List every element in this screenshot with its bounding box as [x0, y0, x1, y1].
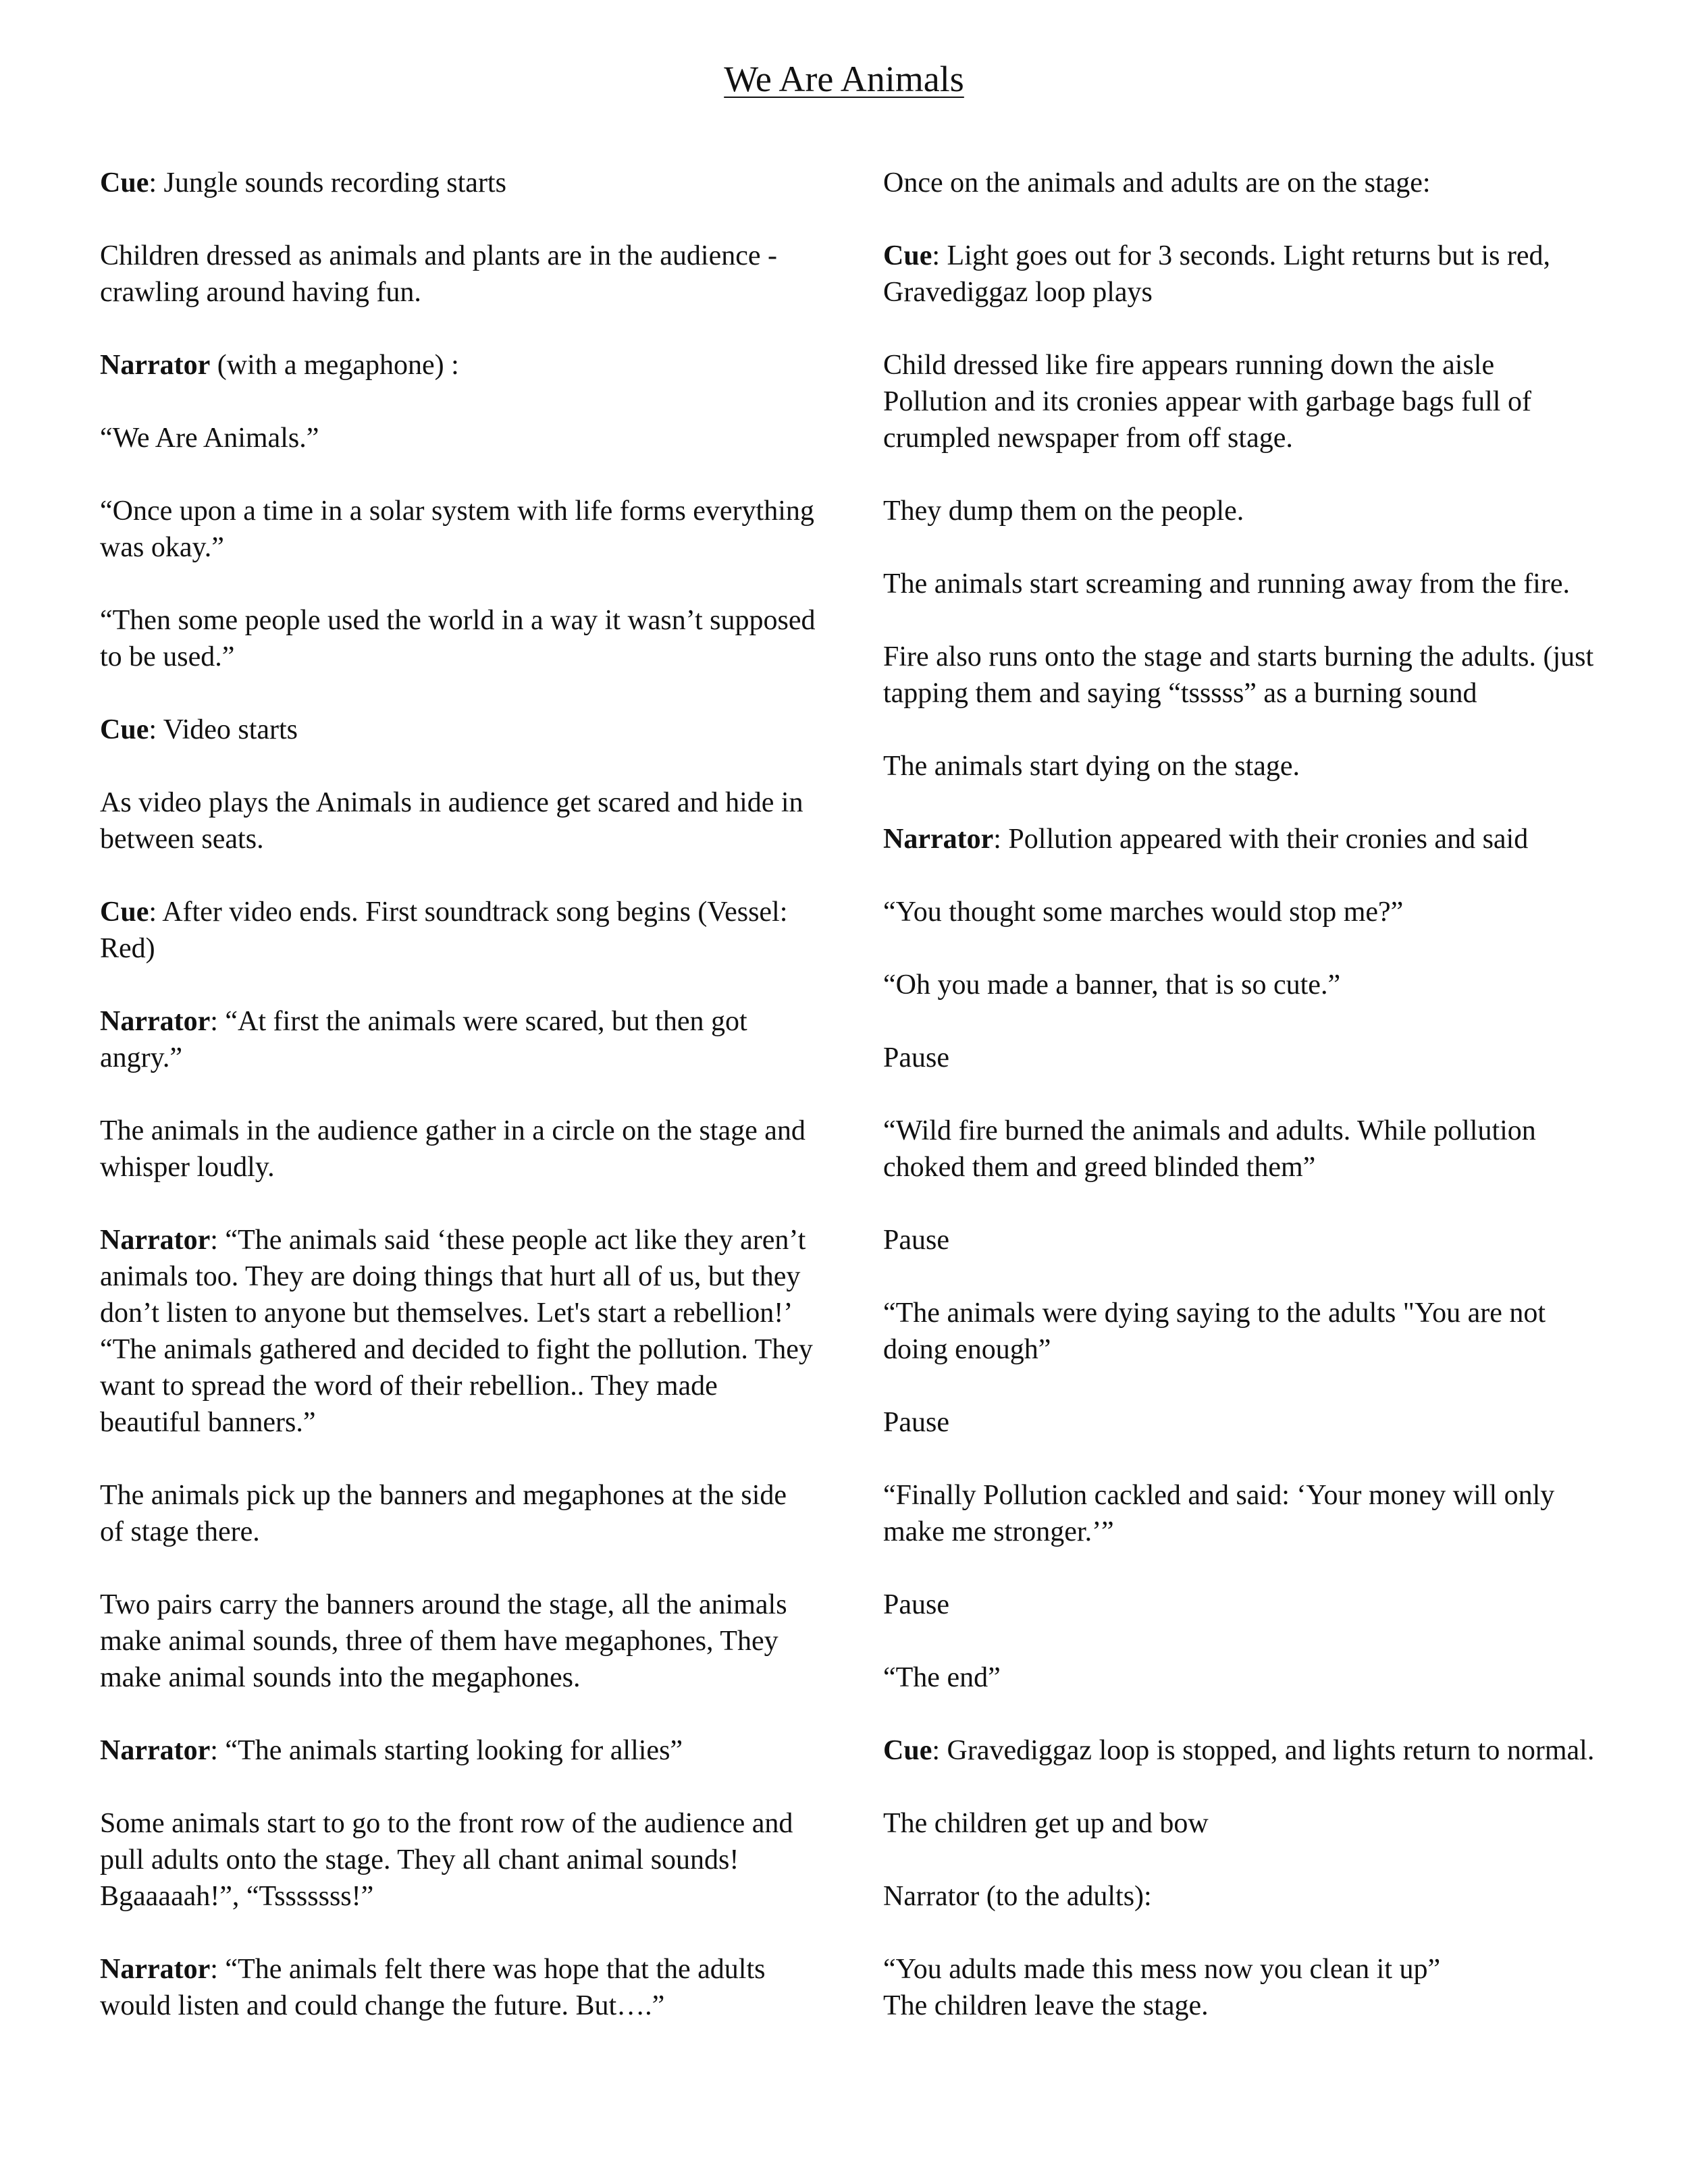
- paragraph-text: The children get up and bow: [883, 1808, 1209, 1839]
- paragraph-text: They dump them on the people.: [883, 496, 1244, 527]
- paragraph-text: Fire also runs onto the stage and starts burning the adults. (just tapping them and saying “tsssss” as a burning sound: [883, 641, 1594, 709]
- script-paragraph: [100, 602, 817, 675]
- paragraph-text: The animals pick up the banners and megaphones at the side of stage there.: [100, 1480, 787, 1547]
- speaker-label: Narrator: [100, 350, 211, 381]
- paragraph-text: : After video ends. First soundtrack song begins (Vessel: Red): [100, 897, 788, 964]
- script-paragraph: [100, 1587, 817, 1696]
- script-paragraph: [100, 1477, 817, 1550]
- script-paragraph: [100, 238, 817, 311]
- script-paragraph: [100, 784, 817, 857]
- paragraph-text: (with a megaphone) :: [210, 350, 459, 381]
- script-paragraph: [883, 1951, 1600, 2024]
- speaker-label: Narrator: [100, 1735, 211, 1766]
- paragraph-text: : “The animals said ‘these people act like they aren’t animals too. They are doing things that hurt all of us, but they don’t listen to anyone but themselves. Let's start a rebellion!’ “The animals gathered and decided to fight the pollution. They want to spread the word of their rebellion.. They made beautiful banners.”: [100, 1225, 813, 1438]
- script-paragraph: [883, 493, 1600, 529]
- paragraph-text: “We Are Animals.”: [100, 423, 319, 454]
- paragraph-text: : “At first the animals were scared, but then got angry.”: [100, 1006, 747, 1073]
- speaker-label: Cue: [883, 1735, 932, 1766]
- script-paragraph: [883, 165, 1600, 201]
- paragraph-text: Pause: [883, 1407, 949, 1438]
- document-title: We Are Animals: [724, 59, 964, 99]
- script-paragraph: [883, 1659, 1600, 1696]
- script-paragraph: [883, 748, 1600, 784]
- paragraph-text: Once on the animals and adults are on the stage:: [883, 167, 1431, 198]
- script-paragraph: [100, 493, 817, 566]
- script-paragraph: [100, 1732, 817, 1769]
- paragraph-text: “You thought some marches would stop me?”: [883, 897, 1404, 928]
- paragraph-text: The animals in the audience gather in a circle on the stage and whisper loudly.: [100, 1115, 806, 1183]
- script-paragraph: [883, 1477, 1600, 1550]
- script-paragraph: [883, 566, 1600, 602]
- paragraph-text: : Light goes out for 3 seconds. Light returns but is red, Gravediggaz loop plays: [883, 240, 1551, 308]
- paragraph-text: “You adults made this mess now you clean it up” The children leave the stage.: [883, 1954, 1441, 2021]
- paragraph-text: : “The animals felt there was hope that the adults would listen and could change the future. But….”: [100, 1954, 766, 2021]
- paragraph-text: Pause: [883, 1042, 949, 1073]
- script-paragraph: [100, 894, 817, 967]
- script-paragraph: [100, 1003, 817, 1076]
- speaker-label: Narrator: [883, 824, 994, 855]
- paragraph-text: “Finally Pollution cackled and said: ‘Your money will only make me stronger.’”: [883, 1480, 1555, 1547]
- script-paragraph: [100, 1222, 817, 1441]
- script-paragraph: [883, 1587, 1600, 1623]
- speaker-label: Cue: [100, 897, 149, 928]
- paragraph-text: Pause: [883, 1589, 949, 1620]
- script-paragraph: [883, 1878, 1600, 1915]
- script-paragraph: [883, 347, 1600, 456]
- script-paragraph: [100, 1113, 817, 1186]
- paragraph-text: “The end”: [883, 1662, 1001, 1693]
- script-paragraph: [883, 1113, 1600, 1186]
- paragraph-text: Pause: [883, 1225, 949, 1256]
- paragraph-text: “The animals were dying saying to the adults "You are not doing enough”: [883, 1298, 1546, 1365]
- script-paragraph: [100, 165, 817, 201]
- script-paragraph: [883, 894, 1600, 930]
- paragraph-text: Child dressed like fire appears running down the aisle Pollution and its cronies appear with garbage bags full of crumpled newspaper from off stage.: [883, 350, 1531, 454]
- script-paragraph: [883, 1732, 1600, 1769]
- paragraph-text: : Video starts: [149, 714, 298, 745]
- speaker-label: Narrator: [100, 1225, 211, 1256]
- paragraph-text: : Gravediggaz loop is stopped, and lights return to normal.: [932, 1735, 1595, 1766]
- script-paragraph: [100, 347, 817, 383]
- script-paragraph: [883, 1295, 1600, 1368]
- script-paragraph: [883, 1222, 1600, 1258]
- speaker-label: Cue: [100, 167, 149, 198]
- paragraph-text: Two pairs carry the banners around the stage, all the animals make animal sounds, three of them have megaphones, They make animal sounds into the megaphones.: [100, 1589, 787, 1693]
- paragraph-text: “Oh you made a banner, that is so cute.”: [883, 969, 1341, 1001]
- paragraph-text: The animals start dying on the stage.: [883, 751, 1300, 782]
- paragraph-text: : Jungle sounds recording starts: [149, 167, 506, 198]
- speaker-label: Narrator: [100, 1954, 211, 1985]
- speaker-label: Cue: [883, 240, 932, 271]
- script-paragraph: [883, 1404, 1600, 1441]
- script-paragraph: [883, 1040, 1600, 1076]
- script-paragraph: [883, 639, 1600, 712]
- script-paragraph: [100, 420, 817, 456]
- script-paragraph: [100, 1951, 817, 2024]
- script-paragraph: [883, 821, 1600, 857]
- paragraph-text: Children dressed as animals and plants are in the audience - crawling around having fun.: [100, 240, 777, 308]
- paragraph-text: Some animals start to go to the front row of the audience and pull adults onto the stage. They all chant animal sounds! Bgaaaaah!”, “Tsssssss!”: [100, 1808, 793, 1912]
- script-paragraph: [883, 967, 1600, 1003]
- left-column: [100, 165, 817, 2060]
- paragraph-text: “Wild fire burned the animals and adults. While pollution choked them and greed blinded them”: [883, 1115, 1536, 1183]
- speaker-label: Cue: [100, 714, 149, 745]
- paragraph-text: As video plays the Animals in audience get scared and hide in between seats.: [100, 787, 803, 855]
- script-paragraph: [100, 712, 817, 748]
- paragraph-text: The animals start screaming and running away from the fire.: [883, 568, 1570, 600]
- right-column: [883, 165, 1600, 2060]
- script-paragraph: [883, 238, 1600, 311]
- script-paragraph: [100, 1805, 817, 1915]
- script-paragraph: [883, 1805, 1600, 1842]
- paragraph-text: Narrator (to the adults):: [883, 1881, 1152, 1912]
- paragraph-text: “Once upon a time in a solar system with life forms everything was okay.”: [100, 496, 814, 563]
- paragraph-text: : “The animals starting looking for allies”: [210, 1735, 683, 1766]
- paragraph-text: : Pollution appeared with their cronies and said: [993, 824, 1529, 855]
- paragraph-text: “Then some people used the world in a way it wasn’t supposed to be used.”: [100, 605, 816, 672]
- speaker-label: Narrator: [100, 1006, 211, 1037]
